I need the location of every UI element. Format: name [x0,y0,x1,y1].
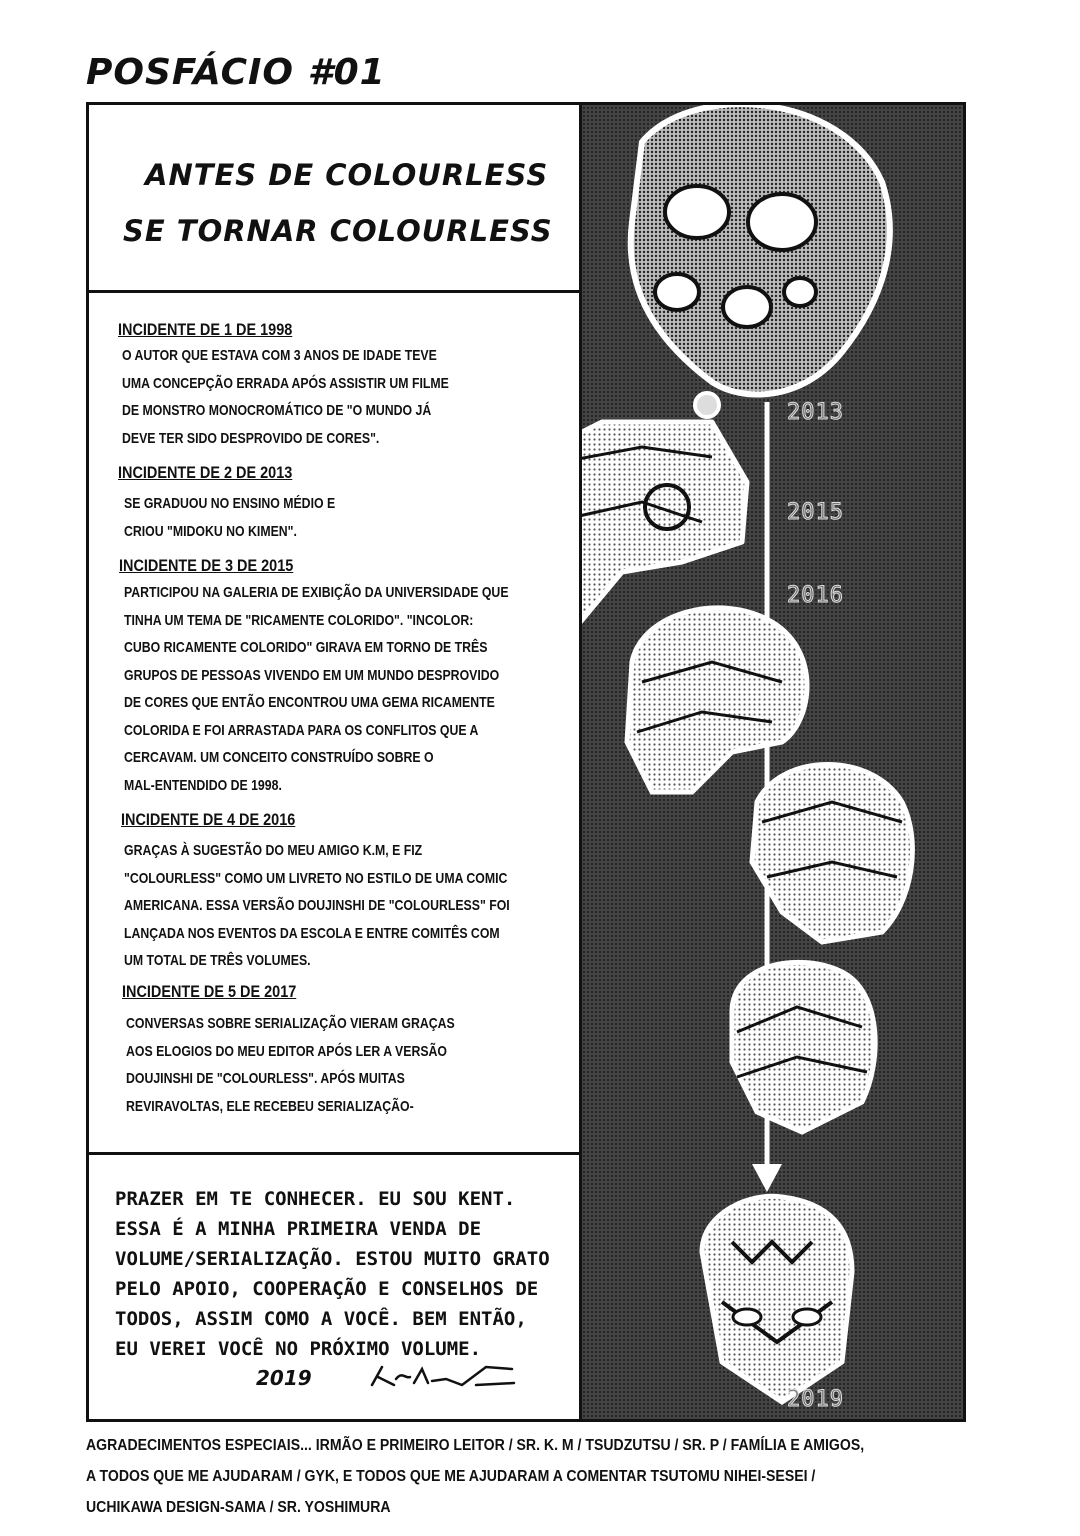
year-label-2016: 2016 [787,583,844,608]
signature-year: 2019 [256,1366,312,1390]
heading-line-1: ANTES DE COLOURLESS [145,158,549,192]
year-label-2019: 2019 [787,1387,844,1412]
incident-title: INCIDENTE DE 2 DE 2013 [118,463,293,482]
incident-body: O AUTOR QUE ESTAVA COM 3 ANOS DE IDADE TEVE UMA CONCEPÇÃO ERRADA APÓS ASSISTIR UM FILME DE MONSTRO MONOCROMÁTICO DE "O MUNDO JÁ DEVE TER SIDO DESPROVIDO DE CORES". [122,347,449,447]
incident-body: SE GRADUOU NO ENSINO MÉDIO E CRIOU "MIDOKU NO KIMEN". [124,495,336,540]
year-label-2015: 2015 [787,500,844,525]
incident-body: PARTICIPOU NA GALERIA DE EXIBIÇÃO DA UNIVERSIDADE QUE TINHA UM TEMA DE "RICAMENTE COLORIDO". "INCOLOR: CUBO RICAMENTE COLORIDO" GIRAVA EM TORNO DE TRÊS GRUPOS DE PESSOAS VIVENDO EM UM MUNDO DESPROVIDO DE CORES QUE ENTÃO ENCONTROU UMA GEMA RICAMENTE COLORIDA E FOI ARRASTADA PARA OS CONFLITOS QUE A CERCAVAM. UM CONCEITO CONSTRUÍDO SOBRE O MAL-ENTENDIDO DE 1998. [124,584,509,794]
page-title: POSFÁCIO #01 [86,52,386,93]
incident-title: INCIDENTE DE 4 DE 2016 [121,810,296,829]
incident-body: GRAÇAS À SUGESTÃO DO MEU AMIGO K.M, E FIZ "COLOURLESS" COMO UM LIVRETO NO ESTILO DE UMA COMIC AMERICANA. ESSA VERSÃO DOUJINSHI DE "COLOURLESS" FOI LANÇADA NOS EVENTOS DA ESCOLA E ENTRE COMITÊS COM UM TOTAL DE TRÊS VOLUMES. [124,842,510,969]
incident-title: INCIDENTE DE 1 DE 1998 [118,320,293,339]
heading-line-2: SE TORNAR COLOURLESS [123,214,553,248]
incident-title: INCIDENTE DE 5 DE 2017 [122,982,297,1001]
greeting-message: PRAZER EM TE CONHECER. EU SOU KENT. ESSA É A MINHA PRIMEIRA VENDA DE VOLUME/SERIALIZAÇÃO. ESTOU MUITO GRATO PELO APOIO, COOPERAÇÃO E CONSELHOS DE TODOS, ASSIM COMO A VOCÊ. BEM ENTÃO, EU VEREI VOCÊ NO PRÓXIMO VOLUME. [115,1188,550,1360]
incident-body: CONVERSAS SOBRE SERIALIZAÇÃO VIERAM GRAÇAS AOS ELOGIOS DO MEU EDITOR APÓS LER A VERSÃO DOUJINSHI DE "COLOURLESS". APÓS MUITAS REVIRAVOLTAS, ELE RECEBEU SERIALIZAÇÃO- [126,1015,455,1115]
incident-title: INCIDENTE DE 3 DE 2015 [119,556,294,575]
page-frame [86,102,966,1422]
year-label-2013: 2013 [787,400,844,425]
special-thanks: AGRADECIMENTOS ESPECIAIS... IRMÃO E PRIMEIRO LEITOR / SR. K. M / TSUDZUTSU / SR. P / FAMÍLIA E AMIGOS, A TODOS QUE ME AJUDARAM / GYK, E TODOS QUE ME AJUDARAM A COMENTAR TSUTOMU NIHEI-SESEI / UCHIKAWA DESIGN-SAMA / SR. YOSHIMURA [86,1437,865,1516]
